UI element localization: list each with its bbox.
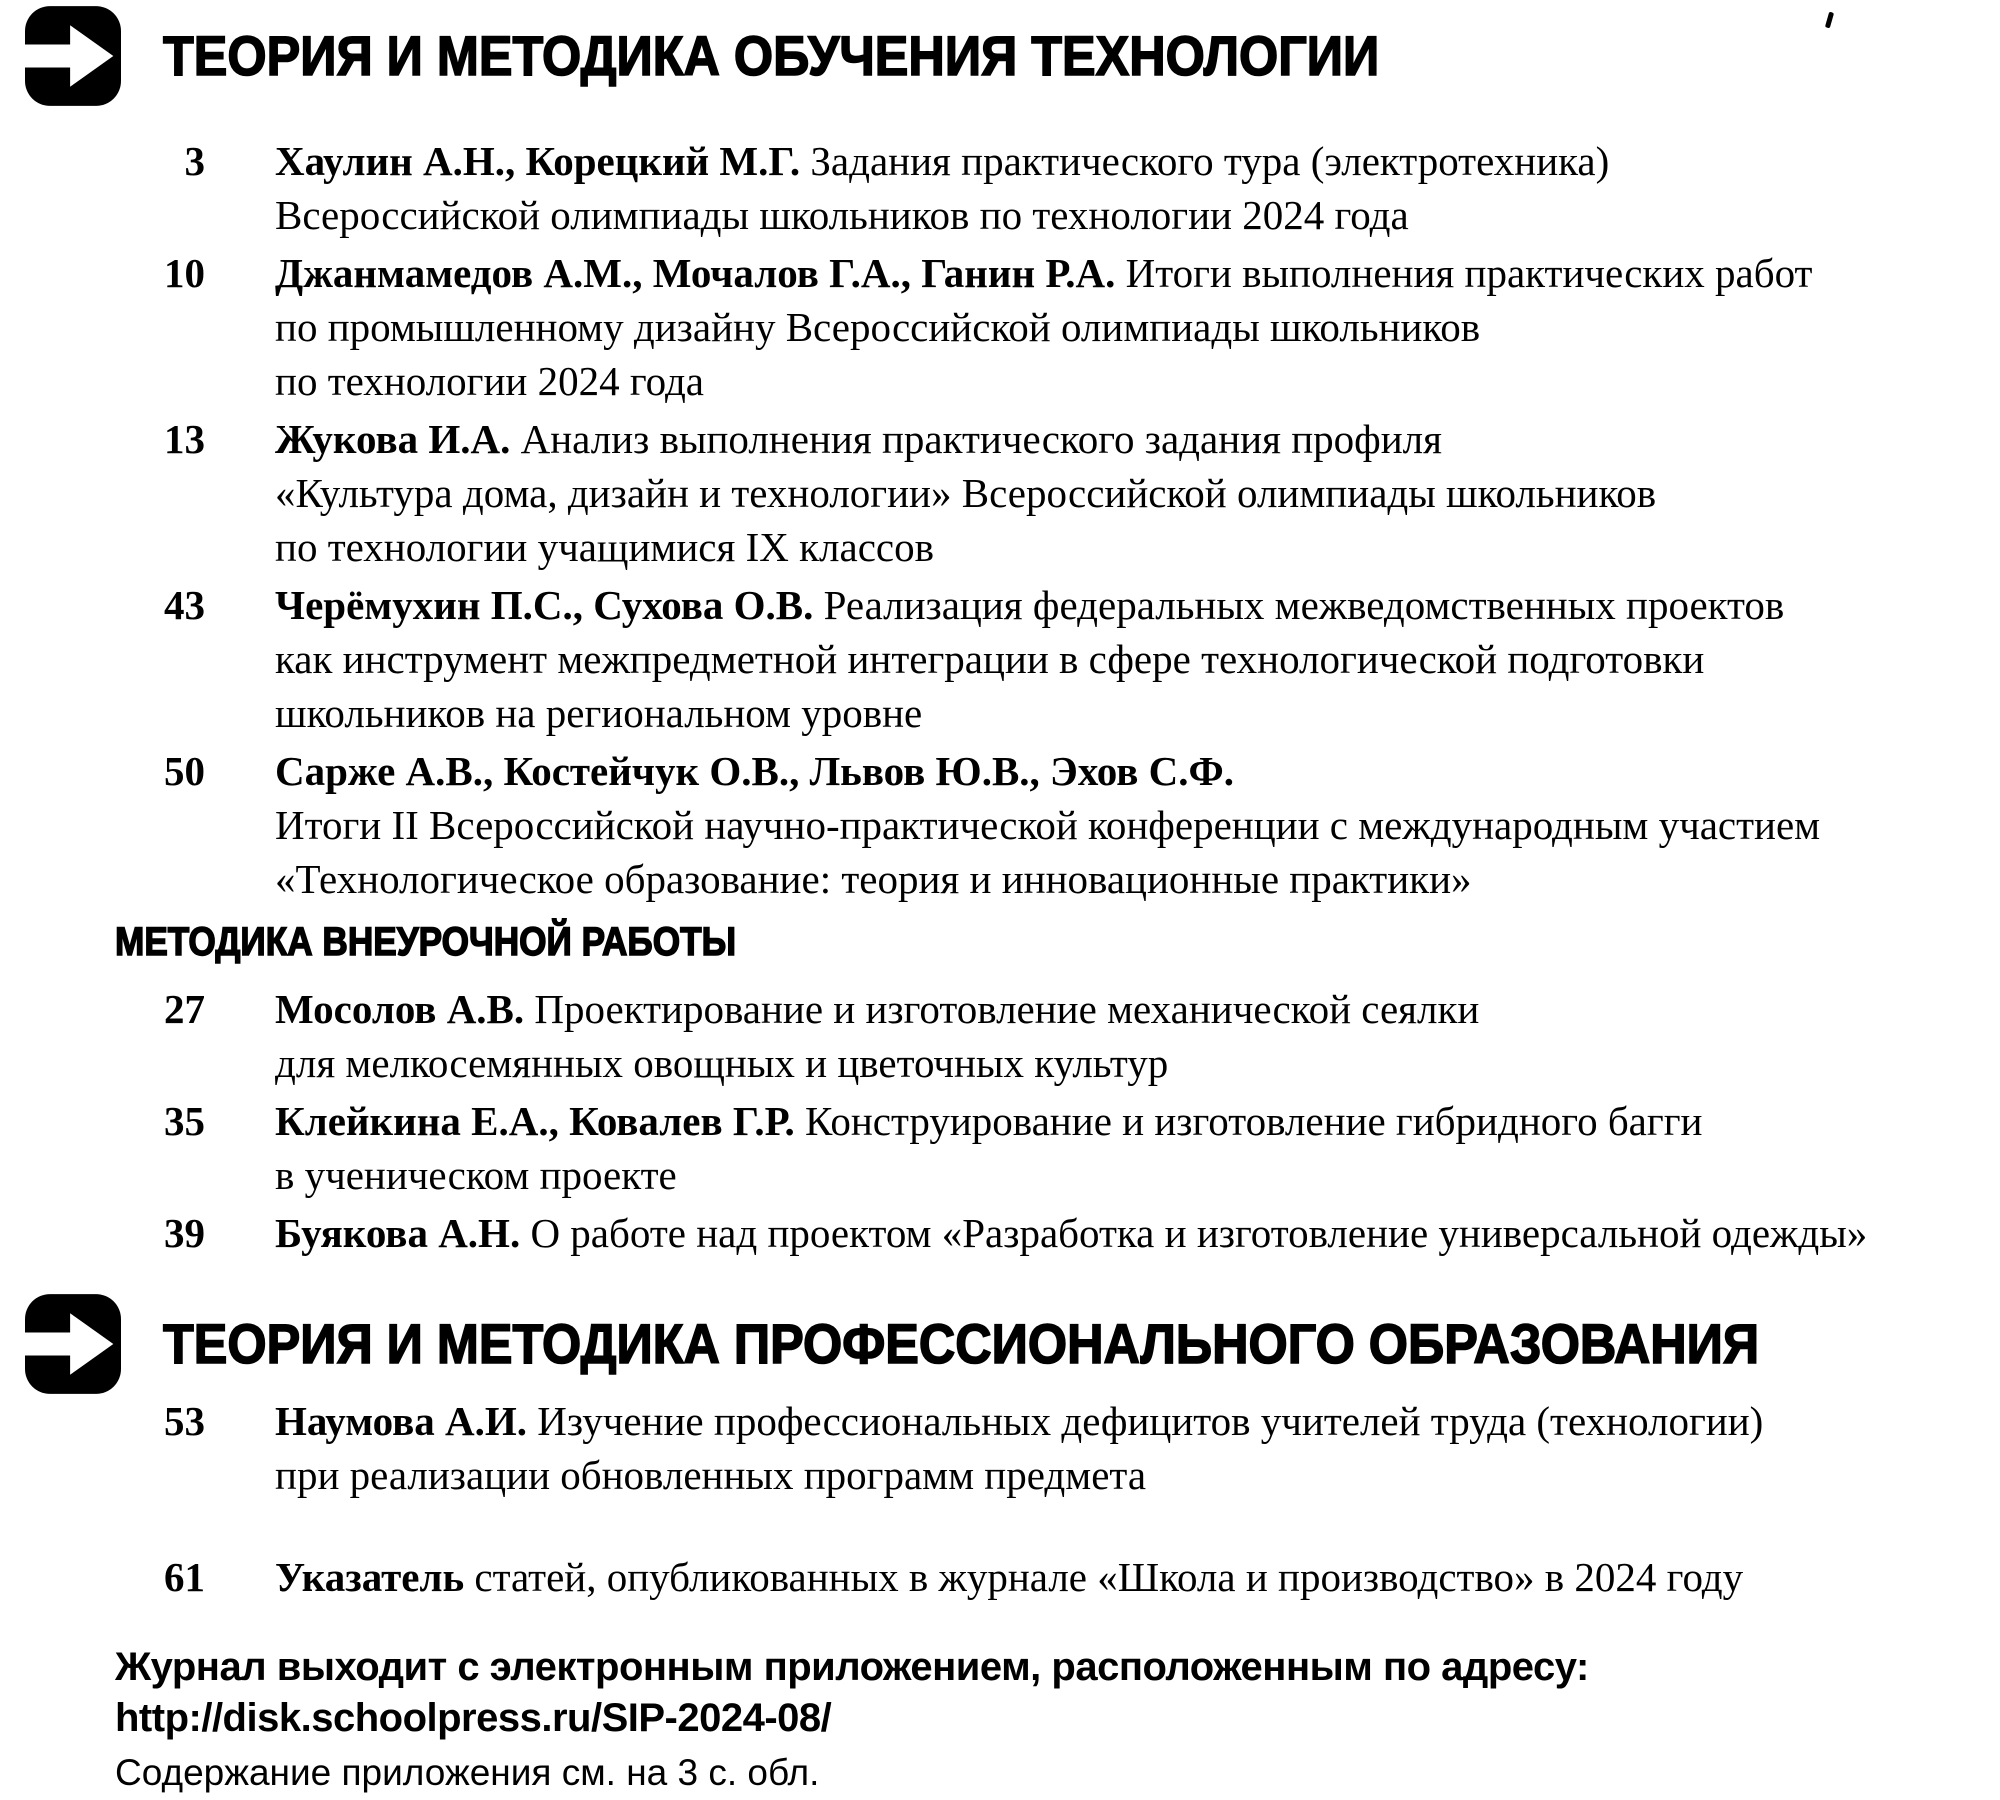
- toc-entry: [0, 744, 2000, 906]
- entry-authors: Хаулин А.Н., Корецкий М.Г.: [275, 138, 801, 184]
- entry-authors: Указатель: [275, 1554, 465, 1600]
- toc-entry: [0, 1394, 2000, 1502]
- entry-line: по промышленному дизайну Всероссийской олимпиады школьников: [275, 304, 1481, 350]
- entry-line: Указатель статей, опубликованных в журнале «Школа и производство» в 2024 году: [275, 1554, 1744, 1600]
- entry-title: [275, 1550, 2000, 1604]
- footer-appendix-note: Содержание приложения см. на 3 с. обл.: [115, 1752, 820, 1793]
- entry-line: Мосолов А.В. Проектирование и изготовление механической сеялки: [275, 986, 1480, 1032]
- entry-authors: Буякова А.Н.: [275, 1210, 521, 1256]
- entry-authors: Черёмухин П.С., Сухова О.В.: [275, 582, 814, 628]
- arrow-right-badge-icon: [25, 6, 121, 106]
- entry-page-number: 35: [164, 1098, 205, 1144]
- entry-line: [275, 744, 2000, 798]
- section-header-professional-education: [25, 1294, 2000, 1394]
- entry-page-number: 61: [164, 1554, 205, 1600]
- entry-page-number: 50: [164, 748, 205, 794]
- entry-line: Жукова И.А. Анализ выполнения практического задания профиля: [275, 416, 1442, 462]
- entry-line: Черёмухин П.С., Сухова О.В. Реализация федеральных межведомственных проектов: [275, 582, 1785, 628]
- entry-authors: Наумова А.И.: [275, 1398, 528, 1444]
- entry-title: [275, 982, 2000, 1090]
- entry-list-extracurricular: [0, 982, 2000, 1260]
- entry-title: [275, 246, 2000, 408]
- entry-line: Итоги II Всероссийской научно-практической конференции с международным участием: [275, 802, 1821, 848]
- entry-line: «Технологическое образование: теория и инновационные практики»: [275, 856, 1472, 902]
- footer-supplement-url: http://disk.schoolpress.ru/SIP-2024-08/: [115, 1696, 832, 1740]
- entry-page-number: 43: [164, 582, 205, 628]
- entry-list-theory-teaching: [0, 134, 2000, 906]
- entry-list-professional-education: [0, 1394, 2000, 1604]
- entry-page-number: 53: [164, 1398, 205, 1444]
- entry-line: по технологии учащимися IX классов: [275, 524, 934, 570]
- arrow-right-badge-icon: [25, 1294, 121, 1394]
- footer: [115, 1642, 2000, 1796]
- entry-authors: Мосолов А.В.: [275, 986, 525, 1032]
- entry-page-number: 3: [184, 138, 205, 184]
- entry-title: [275, 1094, 2000, 1202]
- entry-authors: Сарже А.В., Костейчук О.В., Львов Ю.В., Эхов С.Ф.: [275, 748, 1234, 794]
- entry-title: [275, 134, 2000, 242]
- toc-entry: [0, 1206, 2000, 1260]
- subsection-title-extracurricular: МЕТОДИКА ВНЕУРОЧНОЙ РАБОТЫ: [115, 920, 737, 964]
- entry-line: при реализации обновленных программ предмета: [275, 1452, 1147, 1498]
- toc-entry: [0, 412, 2000, 574]
- entry-line: Наумова А.И. Изучение профессиональных дефицитов учителей труда (технологии): [275, 1398, 1764, 1444]
- toc-entry: [0, 134, 2000, 242]
- entry-line: в ученическом проекте: [275, 1152, 677, 1198]
- toc-entry: [0, 1550, 2000, 1604]
- entry-line: Хаулин А.Н., Корецкий М.Г. Задания практического тура (электротехника): [275, 138, 1610, 184]
- entry-authors: Клейкина Е.А., Ковалев Г.Р.: [275, 1098, 795, 1144]
- entry-title: [275, 1394, 2000, 1502]
- section-title: ТЕОРИЯ И МЕТОДИКА ОБУЧЕНИЯ ТЕХНОЛОГИИ: [163, 24, 1380, 87]
- entry-title: [275, 1206, 2000, 1260]
- entry-line: Джанмамедов А.М., Мочалов Г.А., Ганин Р.А. Итоги выполнения практических работ: [275, 250, 1813, 296]
- entry-page-number: 39: [164, 1210, 205, 1256]
- entry-line: как инструмент межпредметной интеграции в сфере технологической подготовки: [275, 636, 1705, 682]
- entry-line: для мелкосемянных овощных и цветочных культур: [275, 1040, 1169, 1086]
- entry-authors: Жукова И.А.: [275, 416, 511, 462]
- footer-supplement-note: Журнал выходит с электронным приложением, расположенным по адресу:: [115, 1645, 1589, 1689]
- entry-title: [275, 412, 2000, 574]
- entry-title: [275, 744, 2000, 906]
- toc-entry: [0, 246, 2000, 408]
- toc-entry: [0, 982, 2000, 1090]
- entry-line: Буякова А.Н. О работе над проектом «Разработка и изготовление универсальной одежды»: [275, 1210, 1868, 1256]
- entry-title: [275, 578, 2000, 740]
- entry-line: Всероссийской олимпиады школьников по технологии 2024 года: [275, 192, 1409, 238]
- section-header-theory-teaching: [25, 0, 2000, 106]
- entry-line: «Культура дома, дизайн и технологии» Всероссийской олимпиады школьников: [275, 470, 1657, 516]
- entry-authors: Джанмамедов А.М., Мочалов Г.А., Ганин Р.А.: [275, 250, 1116, 296]
- entry-page-number: 10: [164, 250, 205, 296]
- toc-entry: [0, 1094, 2000, 1202]
- toc-entry: [0, 578, 2000, 740]
- entry-page-number: 13: [164, 416, 205, 462]
- entry-line: школьников на региональном уровне: [275, 690, 923, 736]
- entry-line: Клейкина Е.А., Ковалев Г.Р. Конструирование и изготовление гибридного багги: [275, 1098, 1703, 1144]
- entry-line: по технологии 2024 года: [275, 358, 704, 404]
- section-title: ТЕОРИЯ И МЕТОДИКА ПРОФЕССИОНАЛЬНОГО ОБРАЗОВАНИЯ: [163, 1312, 1760, 1375]
- entry-page-number: 27: [164, 986, 205, 1032]
